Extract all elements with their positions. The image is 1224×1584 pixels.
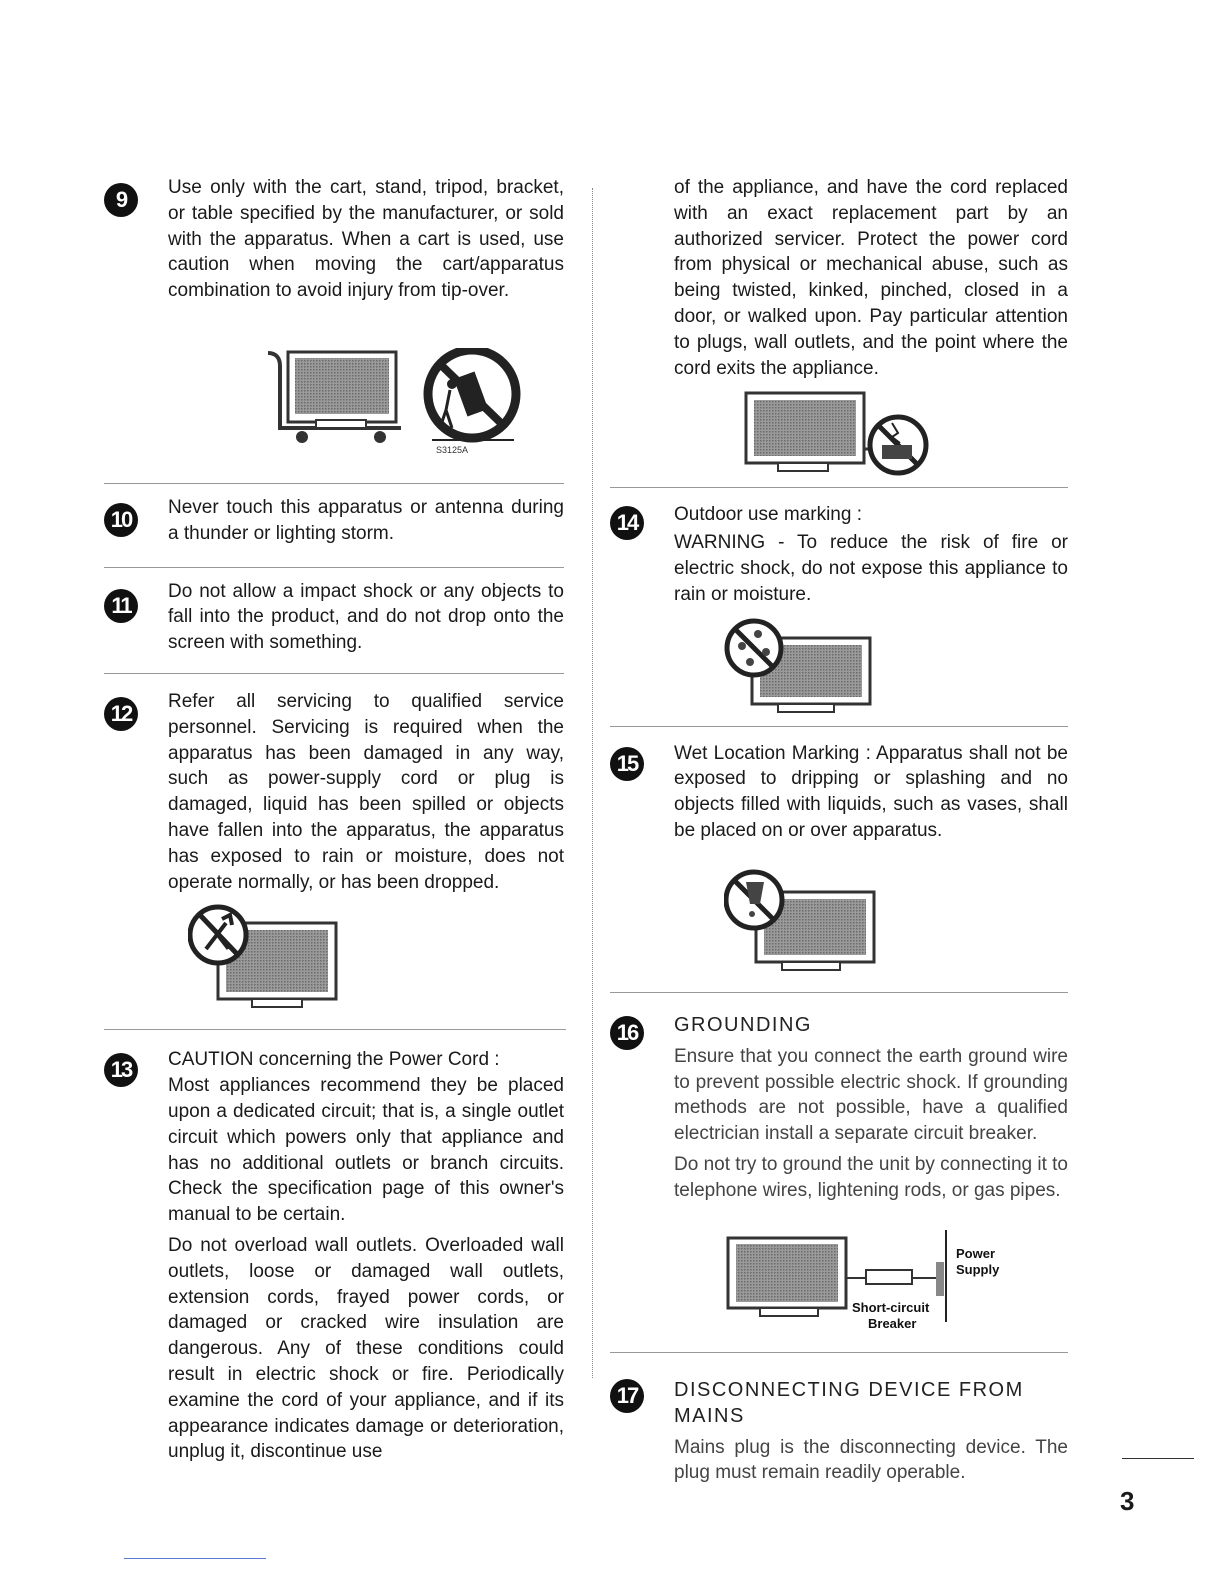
short-circuit-label: Short-circuit (852, 1299, 930, 1315)
grounding-diagram (726, 1230, 1016, 1340)
item-17-text: Mains plug is the disconnecting device. The plug must remain readily operable. (674, 1436, 1068, 1484)
item-number-9: 9 (104, 183, 138, 217)
item-number-15: 15 (610, 747, 644, 781)
tv-icon (728, 1238, 846, 1316)
item-number-11: 11 (104, 589, 138, 623)
cart-icon (268, 352, 401, 443)
item-14 (610, 488, 1068, 717)
disconnecting-heading: DISCONNECTING DEVICE FROM MAINS (674, 1378, 1024, 1427)
no-water-drops-icon (727, 621, 781, 675)
item-10 (104, 484, 564, 547)
item-16-paragraph-1: Ensure that you connect the earth ground wire to prevent possible electric shock. If grounding methods are not possible, have a qualified electrician install a separate circuit breaker. (674, 1045, 1068, 1145)
item-16 (610, 993, 1068, 1340)
no-servicing-illustration (188, 903, 358, 1013)
item-15-text: Wet Location Marking : Apparatus shall not be exposed to dripping or splashing and no objects filled with liquids, such as vases, shall be placed on or over apparatus. (674, 742, 1068, 841)
item-13 (104, 1030, 564, 1465)
no-cord-damage-icon (870, 417, 926, 473)
no-rain-illustration (724, 618, 884, 718)
item-number-17: 17 (610, 1379, 644, 1413)
grounding-heading: GROUNDING (674, 1013, 812, 1036)
power-label: Power (956, 1245, 996, 1261)
footer-rule (1122, 1458, 1194, 1459)
item-9 (104, 175, 564, 473)
tip-over-warning-icon (428, 350, 516, 440)
no-liquids-illustration (724, 868, 884, 978)
item-12-text: Refer all servicing to qualified service personnel. Servicing is required when the apparatus has been damaged in any way, such as power-supply cord or plug is damaged, liquid has been spilled or objects have fallen into the apparatus, the apparatus has exposed to rain or moisture, does not operate normally, or has been dropped. (168, 690, 564, 893)
item-9-text: Use only with the cart, stand, tripod, bracket, or table specified by the manufacturer, or sold with the apparatus. When a cart is used, use caution when moving the cart/apparatus combination to avoid injury from tip-over. (168, 177, 564, 302)
item-13-continued (610, 175, 1068, 479)
item-13-continued-text: of the appliance, and have the cord replaced with an exact replacement part by an authorized servicer. Protect the power cord from physical or mechanical abuse, such as being twisted, kinked, pinched, closed in a door, or walked upon. Pay particular attention to plugs, wall outlets, and the point where the cord exits the appliance. (674, 177, 1068, 379)
item-number-16: 16 (610, 1016, 644, 1050)
item-14-title: Outdoor use marking : (674, 504, 862, 526)
cart-warning-illustration (196, 348, 536, 473)
item-13-paragraph-1: Most appliances recommend they be placed upon a dedicated circuit; that is, a single outlet circuit which powers only that appliance and has no additional outlets or branch circuits. Check the specification page of this owner's manual to be certain. (168, 1075, 564, 1226)
item-14-text: WARNING - To reduce the risk of fire or electric shock, do not expose this appliance to rain or moisture. (674, 532, 1068, 605)
item-11 (104, 568, 564, 656)
supply-label: Supply (956, 1261, 1000, 1277)
item-number-14: 14 (610, 506, 644, 540)
circuit-breaker-icon (846, 1262, 944, 1296)
power-cord-illustration (742, 389, 942, 479)
item-number-13: 13 (104, 1053, 138, 1087)
left-column (104, 175, 564, 1465)
item-13-paragraph-2: Do not overload wall outlets. Overloaded wall outlets, loose or damaged wall outlets, extension cords, frayed power cords, or damaged or cracked wire insulation are dangerous. Any of these conditions could result in electric shock or fire. Periodically examine the cord of your appliance, and if its appearance indicates damage or deterioration, unplug it, discontinue use (168, 1234, 564, 1463)
item-13-title: CAUTION concerning the Power Cord : (168, 1049, 500, 1071)
item-number-10: 10 (104, 503, 138, 537)
right-column (610, 175, 1068, 1486)
item-16-paragraph-2: Do not try to ground the unit by connecting it to telephone wires, lightening rods, or gas pipes. (674, 1153, 1068, 1201)
item-15 (610, 727, 1068, 978)
figure-code: S3125A (436, 444, 469, 455)
item-17 (610, 1353, 1068, 1487)
page-number: 3 (1120, 1486, 1135, 1516)
scan-artifact-line (124, 1558, 266, 1559)
no-vase-icon (726, 872, 782, 928)
no-tools-icon (190, 907, 246, 963)
breaker-label: Breaker (868, 1315, 917, 1331)
item-number-12: 12 (104, 697, 138, 731)
item-11-text: Do not allow a impact shock or any objects to fall into the product, and do not drop onto the screen with something. (168, 580, 564, 654)
item-12 (104, 674, 564, 1013)
item-10-text: Never touch this apparatus or antenna during a thunder or lighting storm. (168, 496, 564, 544)
tv-icon (746, 393, 882, 471)
column-divider (592, 188, 593, 1378)
